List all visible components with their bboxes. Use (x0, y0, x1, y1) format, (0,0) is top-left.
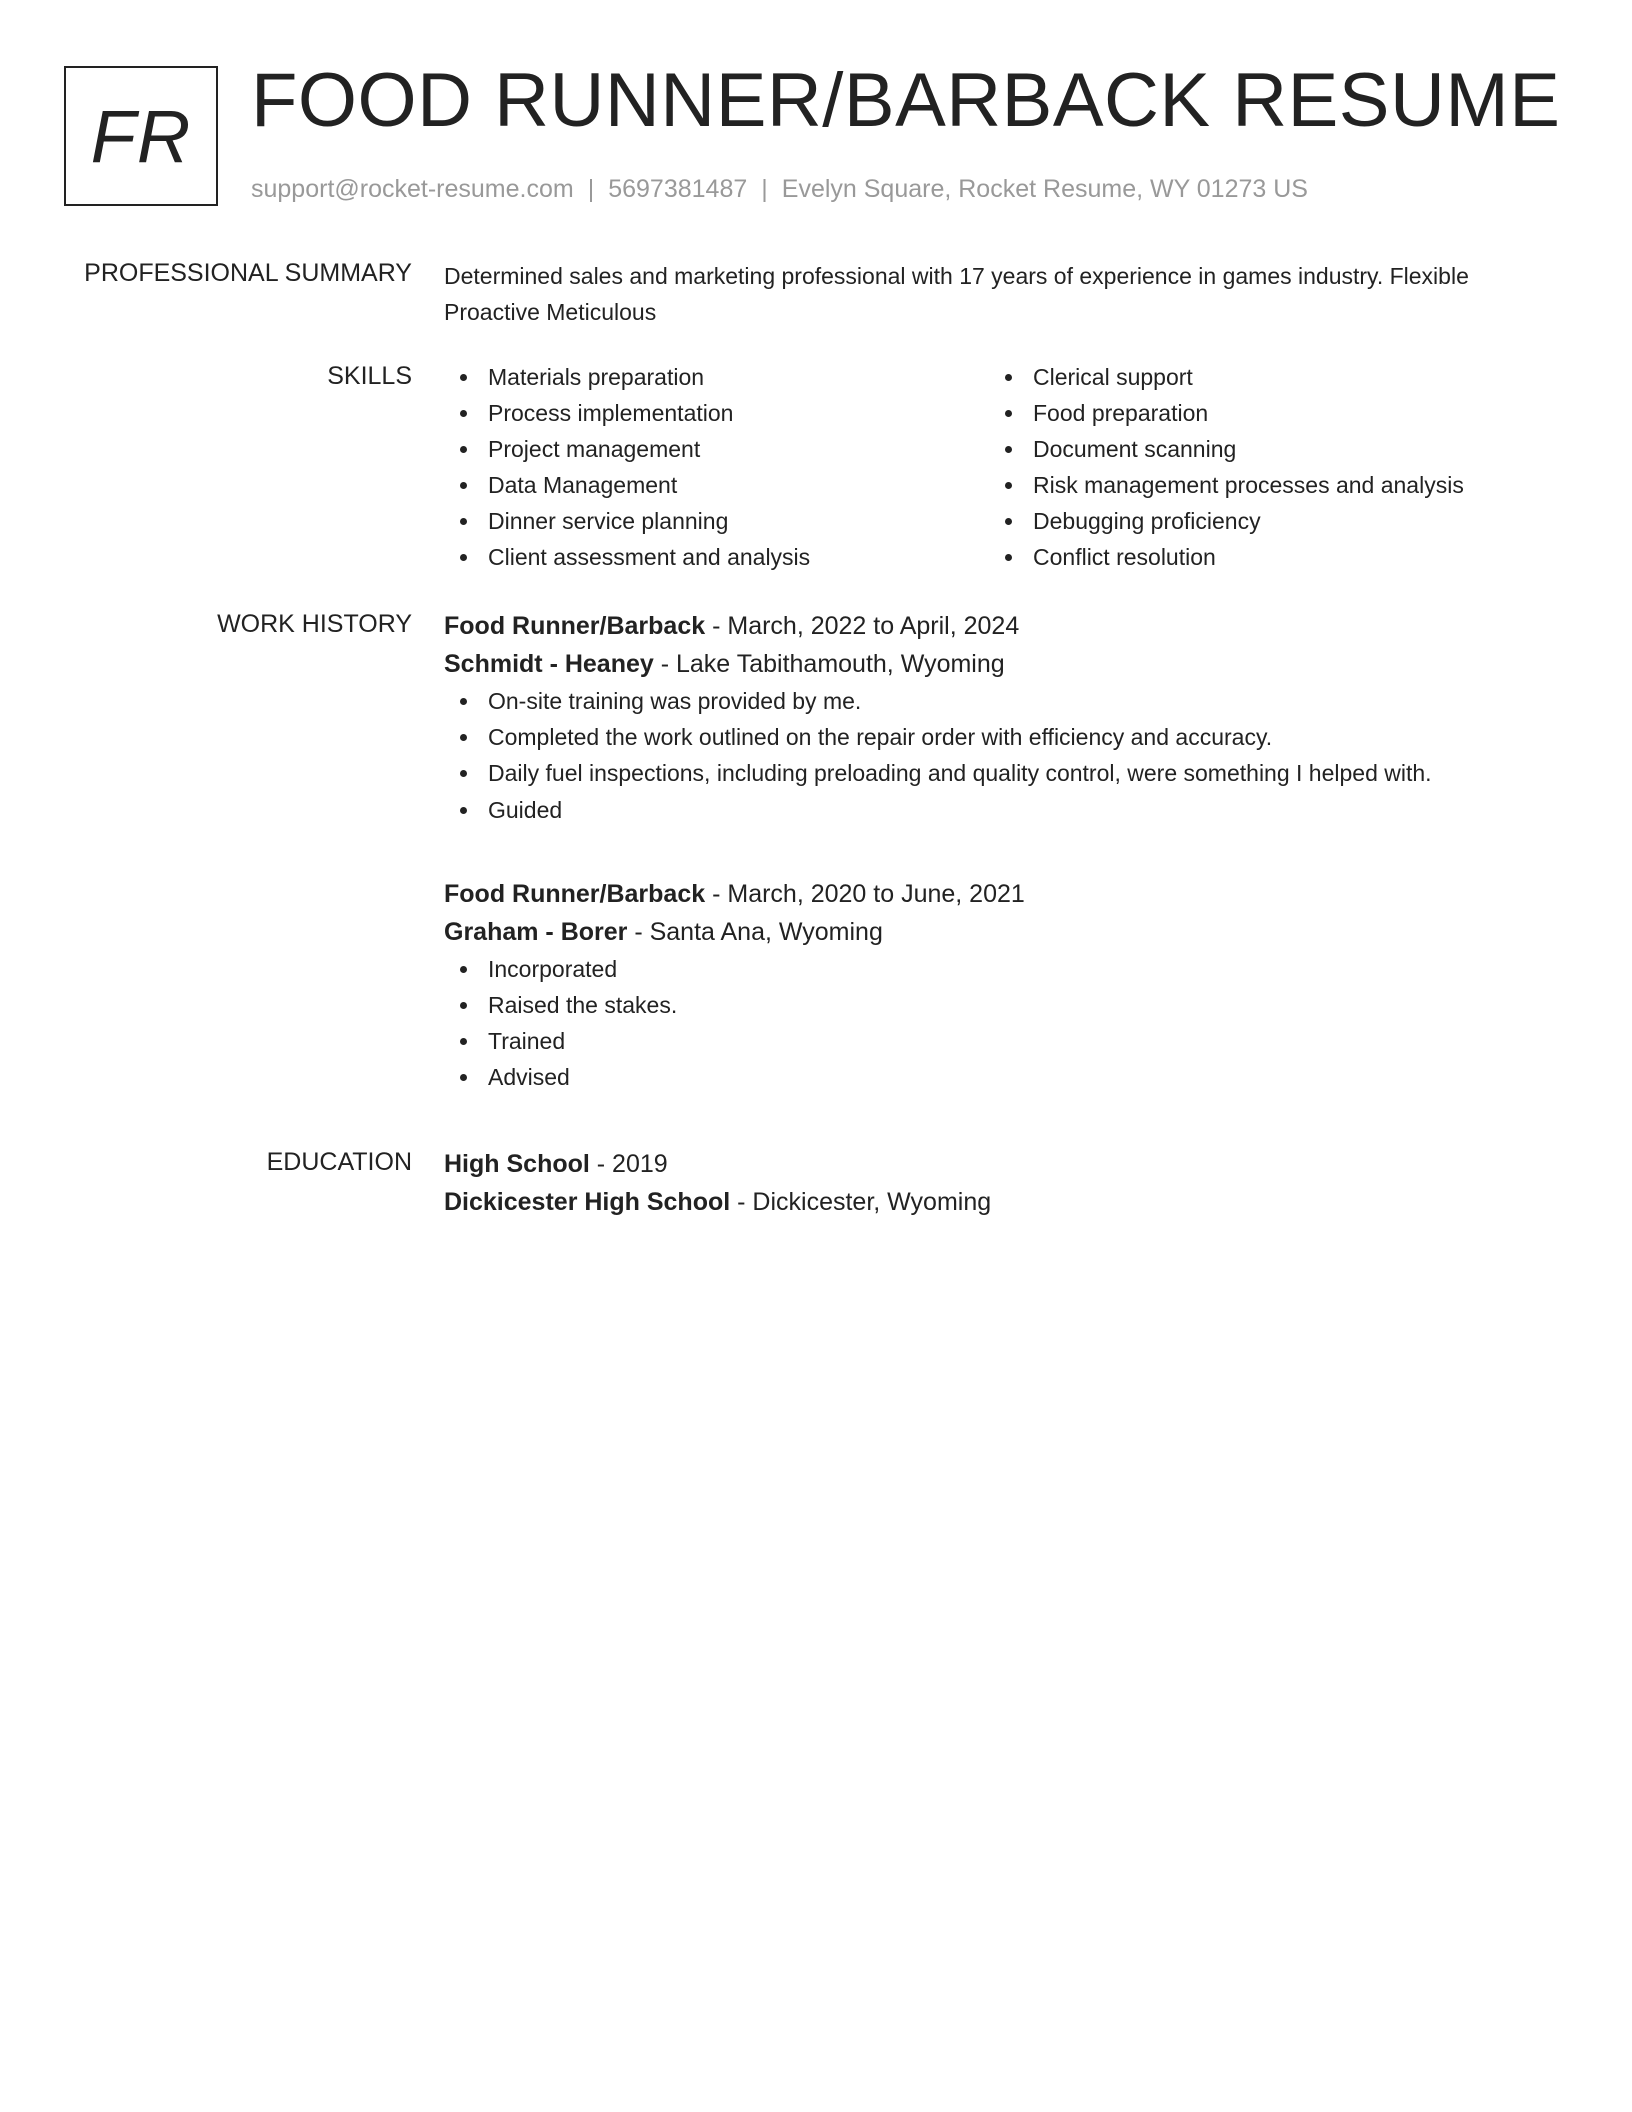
skill-item: Materials preparation (444, 359, 989, 395)
education-degree-line (444, 1145, 1564, 1183)
job-bullet: Trained (444, 1023, 1564, 1059)
job-company: Graham - Borer (444, 918, 628, 946)
job-location: - Lake Tabithamouth, Wyoming (653, 650, 1005, 678)
education-school-line (444, 1183, 1564, 1221)
job-dates: - March, 2020 to June, 2021 (705, 880, 1025, 908)
section-label-summary: PROFESSIONAL SUMMARY (84, 259, 412, 287)
education-body (444, 1145, 1564, 1221)
contact-separator: | (761, 175, 768, 203)
skills-body (444, 359, 1564, 575)
monogram-text: FR (90, 94, 192, 178)
job-bullet: Raised the stakes. (444, 987, 1564, 1023)
skill-item: Process implementation (444, 395, 989, 431)
skills-grid (444, 359, 1564, 575)
contact-line (251, 174, 1308, 204)
contact-address: Evelyn Square, Rocket Resume, WY 01273 US (781, 175, 1308, 203)
education-degree: High School (444, 1150, 590, 1178)
job-bullets (444, 683, 1564, 828)
job-company-line (444, 913, 1564, 951)
job-title-line (444, 607, 1564, 645)
skill-item: Dinner service planning (444, 503, 989, 539)
contact-email[interactable]: support@rocket-resume.com (251, 175, 574, 203)
job-entry (444, 875, 1564, 1095)
job-dates: - March, 2022 to April, 2024 (705, 612, 1020, 640)
contact-phone[interactable]: 5697381487 (608, 175, 748, 203)
job-entry (444, 607, 1564, 828)
job-bullet: Advised (444, 1059, 1564, 1095)
skill-item: Client assessment and analysis (444, 539, 989, 575)
skill-item: Document scanning (989, 431, 1534, 467)
skill-item: Conflict resolution (989, 539, 1534, 575)
skill-item: Project management (444, 431, 989, 467)
skill-item: Food preparation (989, 395, 1534, 431)
job-bullets (444, 951, 1564, 1095)
job-title-line (444, 875, 1564, 913)
skill-item: Debugging proficiency (989, 503, 1534, 539)
skill-item: Clerical support (989, 359, 1534, 395)
skills-column-right (989, 359, 1534, 575)
job-title: Food Runner/Barback (444, 612, 706, 640)
job-bullet: Incorporated (444, 951, 1564, 987)
skills-column-left (444, 359, 989, 575)
job-company-line (444, 645, 1564, 683)
job-title: Food Runner/Barback (444, 880, 706, 908)
education-location: - Dickicester, Wyoming (730, 1188, 992, 1216)
job-bullet: Completed the work outlined on the repair order with efficiency and accuracy. (444, 719, 1564, 755)
summary-text: Determined sales and marketing professional with 17 years of experience in games industry. Flexible Proactive Meticulous (444, 263, 1469, 325)
skill-item: Data Management (444, 467, 989, 503)
job-location: - Santa Ana, Wyoming (627, 918, 883, 946)
job-company: Schmidt - Heaney (444, 650, 654, 678)
job-bullet: On-site training was provided by me. (444, 683, 1564, 719)
job-bullet: Guided (444, 792, 1564, 828)
skill-item: Risk management processes and analysis (989, 467, 1534, 503)
section-label-education: EDUCATION (266, 1148, 412, 1176)
education-school: Dickicester High School (444, 1188, 731, 1216)
resume-title: FOOD RUNNER/BARBACK RESUME (251, 58, 1561, 143)
education-year: - 2019 (589, 1150, 668, 1178)
section-label-skills: SKILLS (327, 362, 412, 390)
job-bullet: Daily fuel inspections, including preloading and quality control, were something I helped with. (444, 755, 1564, 792)
contact-separator: | (587, 175, 595, 203)
work-history-body (444, 607, 1564, 1090)
monogram-logo (64, 66, 218, 206)
section-label-work: WORK HISTORY (217, 610, 412, 638)
